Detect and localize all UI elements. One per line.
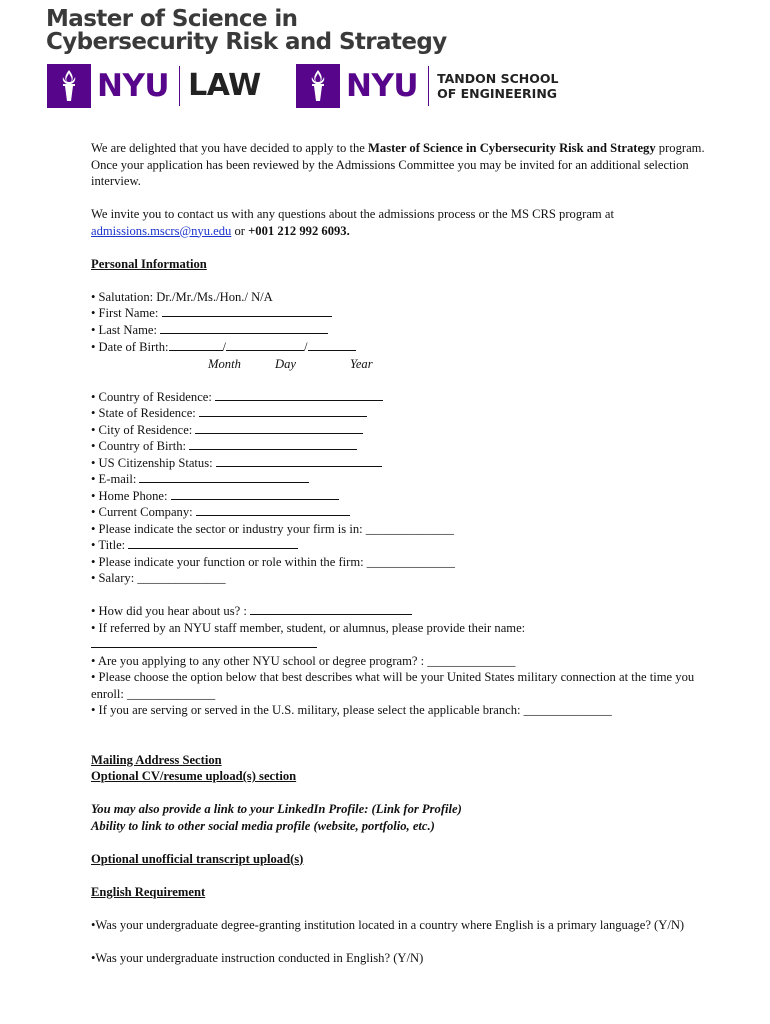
city-of-residence-field: • City of Residence:: [91, 422, 721, 439]
referred-by-blank-line: [91, 636, 721, 653]
linkedin-profile-text: You may also provide a link to your LinkedIn Profile: (Link for Profile): [91, 802, 462, 816]
logo-law-text: LAW: [188, 68, 261, 103]
email-blank[interactable]: [139, 471, 309, 483]
last-name-blank[interactable]: [160, 322, 328, 334]
intro-paragraph-2: We invite you to contact us with any questions about the admissions process or the MS CRS program at admissions.mscrs@nyu.edu or +001 212 992 6093.: [91, 207, 614, 238]
english-requirement-heading: English Requirement: [91, 884, 206, 899]
cv-upload-heading: Optional CV/resume upload(s) section: [91, 769, 297, 783]
title-line-2: Cybersecurity Risk and Strategy: [46, 29, 447, 55]
form-content: [91, 140, 721, 966]
city-of-residence-blank[interactable]: [195, 422, 363, 434]
dob-month-label: Month: [208, 356, 241, 371]
intro-paragraph-1: We are delighted that you have decided to apply to the Master of Science in Cybersecurity Risk and Strategy program. Once your application has been reviewed by the Admissions Committee you may be invited for an additional selection interview.: [91, 141, 705, 188]
phone-number: +001 212 992 6093.: [248, 223, 350, 238]
nyu-tandon-logo: [296, 64, 558, 108]
logo-nyu-text: NYU: [97, 68, 170, 104]
other-nyu-program-field: • Are you applying to any other NYU school or degree program? : ______________: [91, 653, 516, 668]
current-company-blank[interactable]: [196, 504, 350, 516]
dob-month-blank[interactable]: [169, 338, 223, 351]
question-fields: [91, 603, 721, 719]
first-name-field: • First Name:: [91, 305, 721, 322]
page-title: [46, 8, 447, 54]
country-of-birth-field: • Country of Birth:: [91, 438, 721, 455]
dob-year-label: Year: [350, 356, 373, 371]
torch-icon: [296, 64, 340, 108]
logo-nyu-text: NYU: [346, 68, 419, 104]
transcript-upload-heading: Optional unofficial transcript upload(s): [91, 851, 304, 866]
admissions-email-link[interactable]: admissions.mscrs@nyu.edu: [91, 223, 232, 238]
military-connection-field: • Please choose the option below that best describes what will be your United States military connection at the time you enroll: ______________: [91, 670, 695, 701]
salutation-field: • Salutation: Dr./Mr./Ms./Hon./ N/A: [91, 289, 273, 304]
title-field: • Title:: [91, 537, 721, 554]
optional-sections: [91, 752, 721, 785]
torch-icon: [47, 64, 91, 108]
english-question-2: •Was your undergraduate instruction conducted in English? (Y/N): [91, 950, 424, 965]
military-branch-field: • If you are serving or served in the U.S. military, please select the applicable branch: ______________: [91, 703, 612, 717]
first-name-blank[interactable]: [162, 305, 332, 317]
country-of-residence-blank[interactable]: [215, 389, 383, 401]
state-of-residence-field: • State of Residence:: [91, 405, 721, 422]
function-field: • Please indicate your function or role within the firm: ______________: [91, 554, 455, 569]
salary-field: • Salary: ______________: [91, 571, 226, 585]
citizenship-status-blank[interactable]: [216, 455, 382, 467]
hear-about-us-field: • How did you hear about us? :: [91, 603, 721, 620]
title-blank[interactable]: [128, 537, 298, 549]
email-field: • E-mail:: [91, 471, 721, 488]
program-name: Master of Science in Cybersecurity Risk and Strategy: [368, 141, 656, 155]
social-media-text: Ability to link to other social media profile (website, portfolio, etc.): [91, 818, 435, 833]
dob-day-label: Day: [275, 356, 296, 371]
citizenship-status-field: • US Citizenship Status:: [91, 455, 721, 472]
english-question-1: •Was your undergraduate degree-granting institution located in a country where English is a primary language? (Y/N): [91, 917, 685, 932]
country-of-birth-blank[interactable]: [189, 438, 357, 450]
dob-labels: [91, 356, 721, 373]
tandon-line-1: TANDON SCHOOL: [437, 71, 559, 86]
personal-info-heading: Personal Information: [91, 256, 207, 271]
referred-by-field: • If referred by an NYU staff member, student, or alumnus, please provide their name:: [91, 620, 526, 635]
country-of-residence-field: • Country of Residence:: [91, 389, 721, 406]
residence-fields: [91, 389, 721, 587]
last-name-field: • Last Name:: [91, 322, 721, 339]
nyu-law-logo: [47, 64, 261, 108]
personal-info-fields: [91, 289, 721, 373]
tandon-school-text: [437, 71, 558, 101]
referred-by-blank[interactable]: [91, 636, 317, 648]
current-company-field: • Current Company:: [91, 504, 721, 521]
dob-day-blank[interactable]: [226, 338, 304, 351]
profile-links: [91, 801, 721, 834]
hear-about-us-blank[interactable]: [250, 603, 412, 615]
mailing-address-heading: Mailing Address Section: [91, 752, 222, 767]
tandon-line-2: OF ENGINEERING: [437, 86, 558, 101]
logo-divider: [428, 66, 429, 106]
title-line-1: Master of Science in: [46, 6, 298, 32]
logo-divider: [179, 66, 180, 106]
state-of-residence-blank[interactable]: [199, 405, 367, 417]
home-phone-blank[interactable]: [171, 488, 339, 500]
sector-field: • Please indicate the sector or industry your firm is in: ______________: [91, 521, 454, 536]
dob-year-blank[interactable]: [308, 338, 356, 351]
date-of-birth-field: • Date of Birth: / /: [91, 338, 721, 356]
home-phone-field: • Home Phone:: [91, 488, 721, 505]
